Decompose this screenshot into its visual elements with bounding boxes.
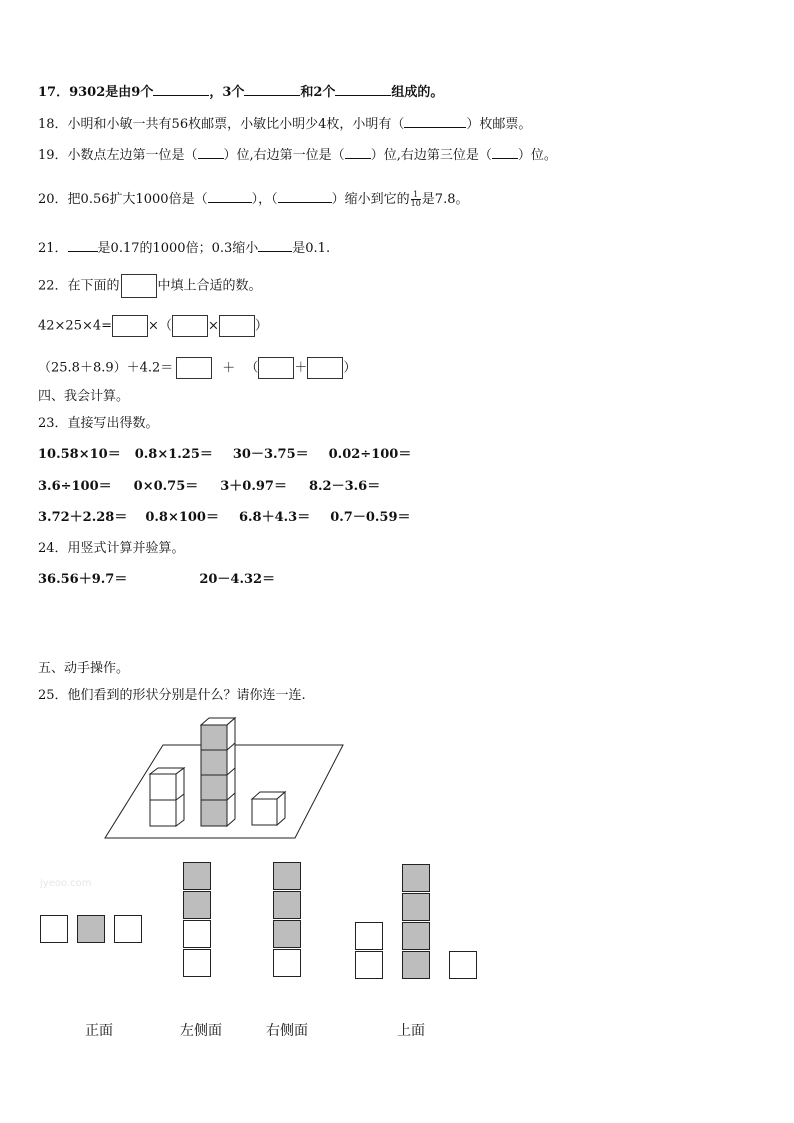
square-gray bbox=[273, 891, 301, 919]
question-20 bbox=[38, 189, 468, 209]
q19-blank-3[interactable] bbox=[492, 145, 518, 159]
q19-blank-1[interactable] bbox=[198, 145, 224, 159]
q18-blank[interactable] bbox=[404, 114, 466, 128]
square bbox=[355, 951, 383, 979]
square-gray bbox=[273, 920, 301, 948]
question-22 bbox=[38, 274, 262, 298]
q17-blank-2[interactable] bbox=[244, 82, 300, 96]
square-gray bbox=[273, 862, 301, 890]
tall-cube-stack bbox=[201, 718, 235, 826]
square-gray bbox=[402, 951, 430, 979]
calc-item: 3.6÷100＝ bbox=[38, 479, 112, 494]
q17-text-a: 17．9302是由9个 bbox=[38, 85, 154, 100]
calc-item: 0.7－0.59＝ bbox=[330, 510, 411, 525]
square-gray bbox=[402, 864, 430, 892]
section-4-title: 四、我会计算。 bbox=[38, 389, 130, 404]
left-cube-stack bbox=[150, 768, 184, 826]
q18-text-a: 18．小明和小敏一共有56枚邮票，小敏比小明少4枚，小明有（ bbox=[38, 117, 405, 132]
q19-text-b: ）位,右边第一位是（ bbox=[223, 148, 345, 163]
eq2-text-b: ＋ bbox=[222, 360, 236, 376]
question-18 bbox=[38, 114, 531, 134]
watermark-text: jyeoo.com bbox=[40, 878, 92, 889]
q18-text-b: ）枚邮票。 bbox=[466, 117, 532, 132]
question-21 bbox=[38, 238, 330, 258]
square-gray bbox=[183, 862, 211, 890]
square bbox=[114, 915, 142, 943]
q17-blank-3[interactable] bbox=[335, 82, 391, 96]
fraction-one-tenth bbox=[411, 191, 421, 208]
calc-item: 3.72＋2.28＝ bbox=[38, 510, 128, 525]
calc-row-1 bbox=[38, 446, 411, 464]
eq2-box-2[interactable] bbox=[258, 357, 294, 379]
square-gray bbox=[402, 893, 430, 921]
calc-item: 3＋0.97＝ bbox=[220, 479, 287, 494]
eq2-text-c: （ bbox=[245, 360, 259, 376]
q20-text-b: ），（ bbox=[251, 192, 278, 207]
q21-blank-1[interactable] bbox=[68, 238, 98, 252]
fraction-numerator: 1 bbox=[411, 191, 421, 200]
q20-text-a: 20．把0.56扩大1000倍是（ bbox=[38, 192, 208, 207]
q24-item-2: 20－4.32＝ bbox=[199, 572, 276, 587]
eq2-box-3[interactable] bbox=[307, 357, 343, 379]
calc-item: 30－3.75＝ bbox=[232, 447, 309, 462]
calc-item: 10.58×10＝ bbox=[38, 447, 121, 462]
q22-sample-box bbox=[121, 274, 157, 298]
question-23: 23．直接写出得数。 bbox=[38, 416, 159, 431]
eq1-box-2[interactable] bbox=[172, 315, 208, 337]
square bbox=[183, 949, 211, 977]
calc-item: 0.8×100＝ bbox=[145, 510, 219, 525]
question-25: 25．他们看到的形状分别是什么？请你连一连. bbox=[38, 688, 306, 703]
square bbox=[273, 949, 301, 977]
eq1-box-3[interactable] bbox=[219, 315, 255, 337]
question-24: 24．用竖式计算并验算。 bbox=[38, 541, 185, 556]
q20-text-d: 是7.8。 bbox=[421, 192, 469, 207]
fraction-denominator: 10 bbox=[410, 199, 421, 208]
q22-text-b: 中填上合适的数。 bbox=[157, 278, 262, 294]
eq2-box-1[interactable] bbox=[176, 357, 212, 379]
q24-items bbox=[38, 571, 275, 589]
label-front-view[interactable]: 正面 bbox=[85, 1023, 113, 1039]
q17-text-b: ，3个 bbox=[209, 85, 245, 100]
eq2-text-a: （25.8＋8.9）＋4.2＝ bbox=[38, 360, 174, 376]
q20-blank-1[interactable] bbox=[208, 189, 252, 203]
q17-text-c: 和2个 bbox=[300, 85, 336, 100]
q19-text-c: ）位,右边第三位是（ bbox=[370, 148, 492, 163]
eq1-text-c: × bbox=[207, 318, 219, 334]
eq1-text-a: 42×25×4= bbox=[38, 318, 113, 334]
q21-text-a: 21． bbox=[38, 241, 68, 256]
q17-blank-1[interactable] bbox=[153, 82, 209, 96]
label-left-view[interactable]: 左侧面 bbox=[180, 1023, 222, 1039]
calc-row-2 bbox=[38, 478, 380, 496]
label-right-view[interactable]: 右侧面 bbox=[266, 1023, 308, 1039]
square-gray bbox=[402, 922, 430, 950]
square bbox=[449, 951, 477, 979]
eq1-text-d: ） bbox=[254, 318, 268, 334]
calc-item: 6.8＋4.3＝ bbox=[238, 510, 311, 525]
section-5-title: 五、动手操作。 bbox=[38, 661, 130, 676]
calc-item: 0.02÷100＝ bbox=[328, 447, 412, 462]
q20-text-c: ）缩小到它的 bbox=[331, 192, 410, 207]
equation-2 bbox=[38, 357, 356, 379]
calc-item: 0.8×1.25＝ bbox=[134, 447, 213, 462]
calc-row-3 bbox=[38, 509, 411, 527]
square-gray bbox=[183, 891, 211, 919]
question-17 bbox=[38, 82, 443, 102]
label-top-view[interactable]: 上面 bbox=[397, 1023, 425, 1039]
q21-text-c: 是0.1. bbox=[292, 241, 331, 256]
q21-text-b: 是0.17的1000倍；0.3缩小 bbox=[97, 241, 259, 256]
eq2-text-e: ） bbox=[343, 360, 357, 376]
q19-text-a: 19．小数点左边第一位是（ bbox=[38, 148, 198, 163]
equation-1 bbox=[38, 315, 268, 337]
q17-text-d: 组成的。 bbox=[391, 85, 444, 100]
square bbox=[183, 920, 211, 948]
single-cube bbox=[252, 792, 285, 825]
square bbox=[355, 922, 383, 950]
q19-text-d: ）位。 bbox=[517, 148, 557, 163]
calc-item: 8.2－3.6＝ bbox=[308, 479, 381, 494]
square bbox=[40, 915, 68, 943]
q22-text-a: 22．在下面的 bbox=[38, 278, 120, 294]
square-gray bbox=[77, 915, 105, 943]
eq2-text-d: ＋ bbox=[294, 360, 308, 376]
eq1-box-1[interactable] bbox=[112, 315, 148, 337]
q20-blank-2[interactable] bbox=[278, 189, 332, 203]
cube-stack-figure bbox=[100, 712, 350, 842]
q19-blank-2[interactable] bbox=[345, 145, 371, 159]
q21-blank-2[interactable] bbox=[258, 238, 292, 252]
calc-item: 0×0.75＝ bbox=[133, 479, 199, 494]
eq1-text-b: ×（ bbox=[148, 318, 172, 334]
question-19 bbox=[38, 145, 557, 165]
q24-item-1: 36.56＋9.7＝ bbox=[38, 572, 128, 587]
